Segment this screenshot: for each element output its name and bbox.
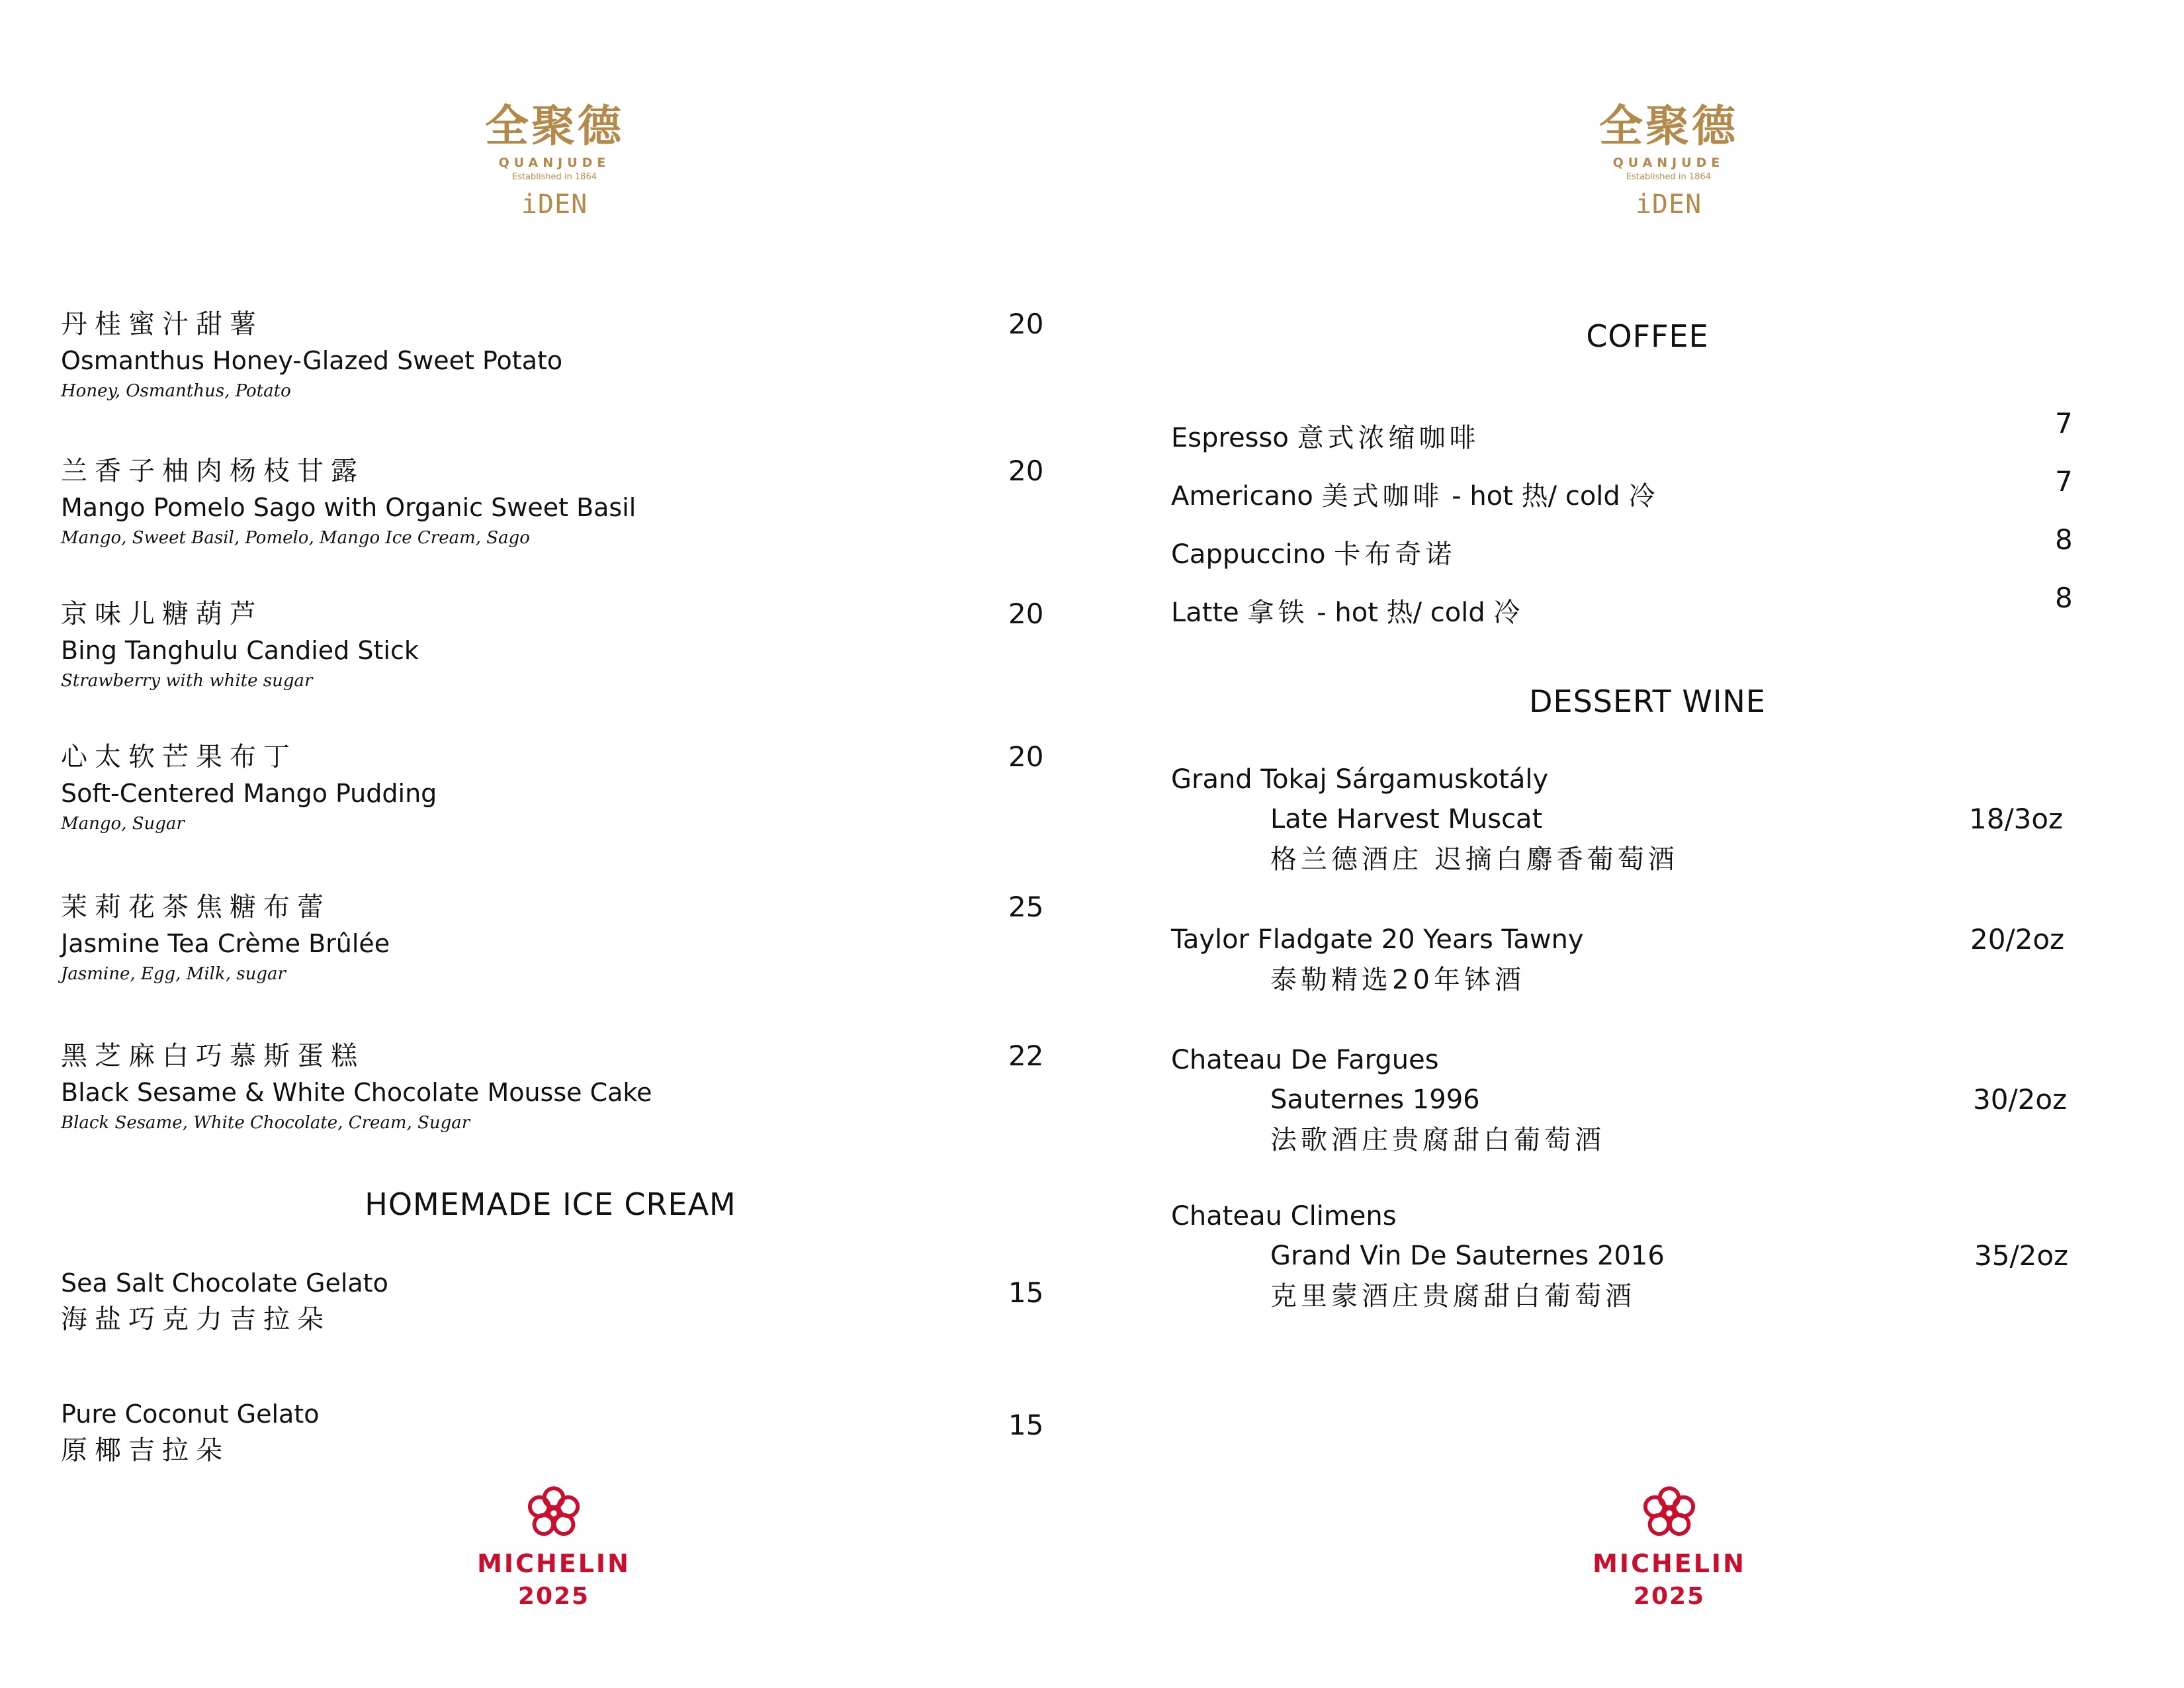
menu-item bbox=[61, 1396, 1053, 1469]
wine-price: 18/3oz bbox=[1969, 803, 2064, 835]
michelin-star-icon bbox=[526, 1486, 582, 1541]
wine-variety: Grand Vin De Sauternes 2016 bbox=[1270, 1241, 1665, 1271]
michelin-label: MICHELIN bbox=[1593, 1549, 1746, 1578]
wine-name: Chateau De Fargues bbox=[1171, 1045, 1439, 1075]
wine-price: 20/2oz bbox=[1970, 923, 2065, 955]
wine-item bbox=[1171, 1196, 2071, 1317]
michelin-year: 2025 bbox=[517, 1583, 590, 1610]
item-name-en: Cappuccino bbox=[1171, 539, 1326, 570]
item-name-cn: 海盐巧克力吉拉朵 bbox=[61, 1304, 331, 1335]
item-description: Mango, Sugar bbox=[61, 814, 185, 834]
item-price: 15 bbox=[1008, 1409, 1044, 1441]
item-price: 8 bbox=[2055, 582, 2073, 614]
item-variant: - hot 热/ cold 冷 bbox=[1308, 598, 1520, 628]
wine-price: 35/2oz bbox=[1974, 1239, 2069, 1272]
quanjude-logo bbox=[1596, 99, 1741, 222]
item-price: 7 bbox=[2055, 407, 2073, 439]
item-price: 15 bbox=[1008, 1276, 1044, 1309]
item-name-cn: 意式浓缩咖啡 bbox=[1297, 423, 1480, 453]
brand-established: Established in 1864 bbox=[1626, 172, 1711, 182]
item-name-cn: 黑芝麻白巧慕斯蛋糕 bbox=[61, 1041, 365, 1071]
item-name-cn: 京味儿糖葫芦 bbox=[61, 599, 263, 629]
item-name-en: Latte bbox=[1171, 598, 1239, 628]
item-name-en: Sea Salt Chocolate Gelato bbox=[61, 1268, 388, 1298]
menu-item bbox=[61, 453, 1053, 551]
item-name-cn: 丹桂蜜汁甜薯 bbox=[61, 309, 263, 339]
item-name-en: Osmanthus Honey-Glazed Sweet Potato bbox=[61, 346, 563, 375]
item-price: 25 bbox=[1008, 891, 1044, 923]
item-price: 22 bbox=[1008, 1040, 1044, 1072]
brand-established: Established in 1864 bbox=[512, 172, 597, 182]
wine-name-cn: 泰勒精选20年钵酒 bbox=[1270, 965, 1525, 995]
item-price: 7 bbox=[2055, 465, 2073, 498]
item-description: Honey, Osmanthus, Potato bbox=[61, 381, 291, 401]
brand-name-en: QUANJUDE bbox=[1612, 155, 1725, 170]
menu-item bbox=[61, 738, 1053, 836]
item-description: Jasmine, Egg, Milk, sugar bbox=[61, 964, 286, 984]
michelin-badge bbox=[468, 1486, 640, 1613]
michelin-year: 2025 bbox=[1633, 1583, 1706, 1610]
brand-name-cn: 全聚德 bbox=[485, 100, 624, 152]
coffee-item bbox=[1171, 582, 2073, 633]
wine-price: 30/2oz bbox=[1973, 1083, 2068, 1116]
wine-name-cn: 格兰德酒庄 迟摘白麝香葡萄酒 bbox=[1270, 844, 1679, 875]
wine-variety: Sauternes 1996 bbox=[1270, 1085, 1480, 1115]
sub-brand-logo: iDEN bbox=[1635, 189, 1702, 220]
michelin-badge bbox=[1583, 1486, 1755, 1613]
item-description: Strawberry with white sugar bbox=[61, 671, 313, 691]
michelin-label: MICHELIN bbox=[477, 1549, 631, 1578]
item-name-cn: 茉莉花茶焦糖布蕾 bbox=[61, 892, 331, 922]
wine-name: Taylor Fladgate 20 Years Tawny bbox=[1171, 924, 1584, 955]
item-name-en: Bing Tanghulu Candied Stick bbox=[61, 636, 419, 665]
brand-name-cn: 全聚德 bbox=[1599, 100, 1738, 152]
item-name-en: Pure Coconut Gelato bbox=[61, 1399, 320, 1429]
item-name-cn: 兰香子柚肉杨枝甘露 bbox=[61, 456, 365, 486]
quanjude-logo bbox=[482, 99, 627, 222]
wine-name-cn: 克里蒙酒庄贵腐甜白葡萄酒 bbox=[1270, 1281, 1636, 1311]
item-name-cn: 心太软芒果布丁 bbox=[61, 742, 297, 772]
item-name-cn: 原椰吉拉朵 bbox=[61, 1435, 230, 1466]
menu-item bbox=[61, 1265, 1053, 1338]
wine-item bbox=[1171, 920, 2071, 1000]
section-title-coffee: COFFEE bbox=[1586, 318, 1709, 354]
item-price: 20 bbox=[1008, 740, 1044, 773]
item-price: 20 bbox=[1008, 455, 1044, 487]
wine-variety: Late Harvest Muscat bbox=[1270, 804, 1543, 834]
item-name-en: Soft-Centered Mango Pudding bbox=[61, 779, 437, 808]
item-name-cn: 拿铁 bbox=[1247, 598, 1309, 628]
coffee-item bbox=[1171, 523, 2073, 574]
item-name-en: Espresso bbox=[1171, 423, 1289, 453]
wine-item bbox=[1171, 760, 2071, 880]
item-name-cn: 卡布奇诺 bbox=[1334, 539, 1456, 570]
menu-item bbox=[61, 889, 1053, 987]
item-price: 8 bbox=[2055, 523, 2073, 556]
item-name-cn: 美式咖啡 bbox=[1321, 481, 1444, 511]
item-price: 20 bbox=[1008, 598, 1044, 630]
coffee-item bbox=[1171, 407, 2073, 458]
section-title-dessert-wine: DESSERT WINE bbox=[1529, 684, 1766, 719]
wine-name: Grand Tokaj Sárgamuskotály bbox=[1171, 764, 1549, 795]
menu-item bbox=[61, 1038, 1053, 1135]
item-price: 20 bbox=[1008, 308, 1044, 340]
item-name-en: Mango Pomelo Sago with Organic Sweet Basil bbox=[61, 493, 636, 522]
item-name-en: Americano bbox=[1171, 481, 1313, 511]
item-name-en: Jasmine Tea Crème Brûlée bbox=[61, 929, 390, 958]
brand-name-en: QUANJUDE bbox=[498, 155, 611, 170]
wine-item bbox=[1171, 1040, 2071, 1161]
menu-item bbox=[61, 596, 1053, 693]
menu-item bbox=[61, 306, 1053, 404]
wine-name: Chateau Climens bbox=[1171, 1201, 1397, 1231]
item-description: Mango, Sweet Basil, Pomelo, Mango Ice Cream, Sago bbox=[61, 528, 530, 548]
section-title-ice-cream: HOMEMADE ICE CREAM bbox=[365, 1186, 736, 1222]
michelin-star-icon bbox=[1641, 1486, 1697, 1541]
sub-brand-logo: iDEN bbox=[521, 189, 588, 220]
item-variant: - hot 热/ cold 冷 bbox=[1443, 481, 1655, 511]
wine-name-cn: 法歌酒庄贵腐甜白葡萄酒 bbox=[1270, 1125, 1605, 1155]
item-name-en: Black Sesame & White Chocolate Mousse Cake bbox=[61, 1078, 652, 1107]
coffee-item bbox=[1171, 465, 2073, 516]
item-description: Black Sesame, White Chocolate, Cream, Sugar bbox=[61, 1113, 470, 1133]
